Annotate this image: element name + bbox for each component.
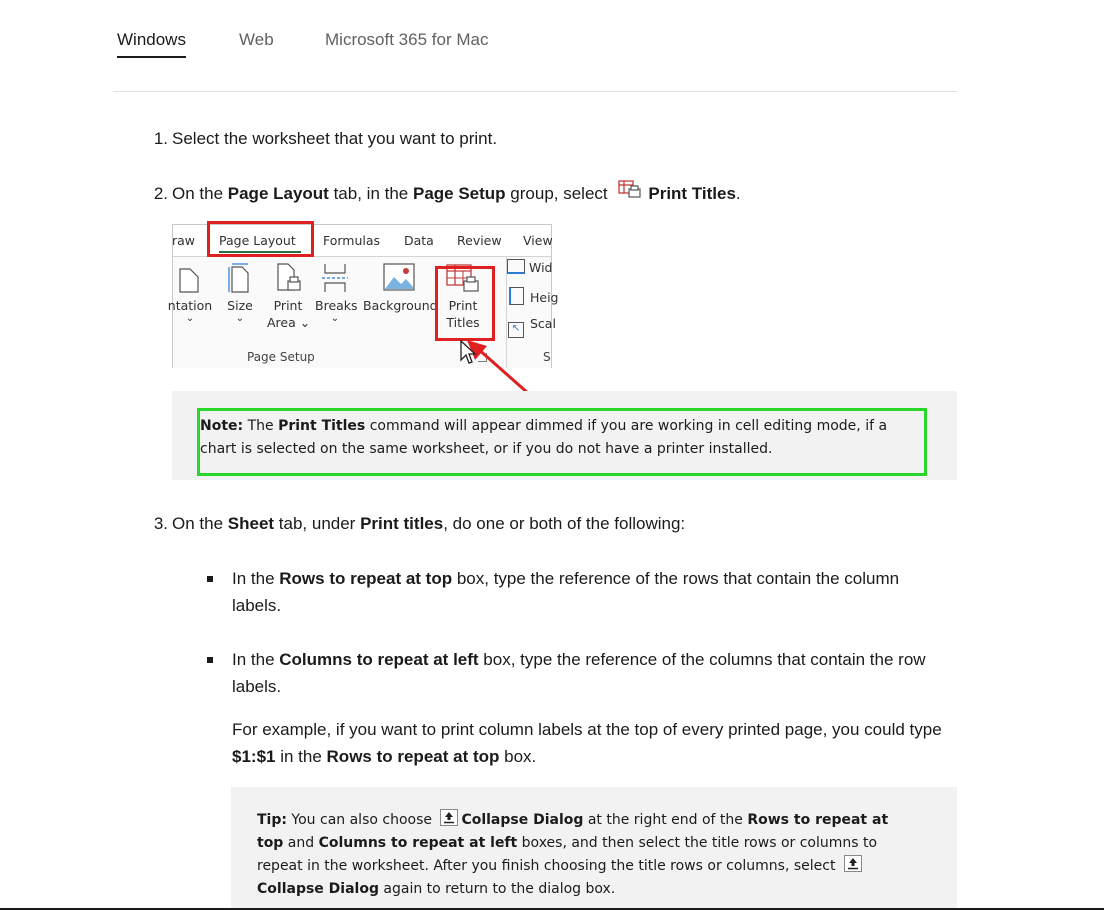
size-icon bbox=[226, 263, 254, 293]
breaks-button: Breaks ⌄ bbox=[315, 263, 355, 324]
breaks-icon bbox=[319, 263, 351, 293]
bullet-rows-to-repeat: In the Rows to repeat at top box, type the reference of the rows that contain the column labels. bbox=[232, 565, 947, 619]
scale-icon: ↖ bbox=[508, 322, 524, 338]
bullet-marker bbox=[207, 576, 213, 582]
tab-web[interactable]: Web bbox=[239, 30, 274, 49]
height-icon bbox=[509, 287, 524, 305]
ribbon-tab-page-layout: Page Layout bbox=[219, 233, 296, 248]
example-paragraph: For example, if you want to print column labels at the top of every printed page, you could type $1:$1 in the Rows to repeat at top box. bbox=[232, 720, 942, 766]
ribbon-tab-view: View bbox=[523, 233, 553, 248]
step-number: 1. bbox=[153, 129, 168, 148]
ribbon-tab-review: Review bbox=[457, 233, 502, 248]
ribbon-tab-data: Data bbox=[404, 233, 434, 248]
step-text: On the Page Layout tab, in the Page Setup group, select Print Titles. bbox=[172, 180, 741, 207]
print-titles-button: Print Titles bbox=[439, 263, 487, 331]
background-button: Background bbox=[363, 263, 435, 314]
step-text: Select the worksheet that you want to print. bbox=[172, 129, 498, 148]
tab-divider bbox=[113, 91, 957, 92]
width-icon bbox=[507, 259, 525, 274]
width-control: Wid bbox=[507, 259, 552, 276]
step-number: 3. bbox=[153, 514, 168, 533]
note-text: Note: The Print Titles command will appear dimmed if you are working in cell editing mode, if a chart is selected on the same worksheet, or if you do not have a printer installed. bbox=[200, 418, 888, 457]
note-highlight bbox=[197, 408, 927, 476]
tab-windows[interactable]: Windows bbox=[117, 30, 186, 58]
mouse-cursor-icon bbox=[459, 339, 477, 365]
bullet-marker bbox=[207, 657, 213, 663]
print-titles-highlight bbox=[435, 266, 495, 341]
ribbon-tab-draw: raw bbox=[172, 233, 196, 248]
page-setup-group-label: Page Setup bbox=[247, 350, 315, 364]
tip-text: Tip: You can also choose Collapse Dialog at the right end of the Rows to repeat at top and Columns to repeat at left boxes, and then select the title rows or columns to repeat in the worksheet. After you finish choosing the title rows or columns, select Collapse Dialog again to return to the dialog box. bbox=[257, 809, 917, 901]
step-number: 2. bbox=[153, 184, 168, 203]
tab-microsoft-365-for-mac[interactable]: Microsoft 365 for Mac bbox=[325, 30, 489, 49]
collapse-dialog-icon bbox=[440, 809, 458, 826]
print-area-button: Print Area ⌄ bbox=[267, 263, 309, 331]
print-area-icon bbox=[273, 263, 303, 293]
height-control: Heig bbox=[507, 287, 558, 306]
collapse-dialog-icon bbox=[844, 855, 862, 872]
scale-control: ↖ Scal bbox=[507, 315, 556, 338]
page-layout-highlight bbox=[207, 221, 314, 257]
orientation-icon bbox=[176, 263, 204, 293]
ribbon-tab-formulas: Formulas bbox=[323, 233, 381, 248]
scale-group-label: S bbox=[543, 350, 551, 364]
bullet-columns-to-repeat: In the Columns to repeat at left box, type the reference of the columns that contain the row labels. bbox=[232, 646, 954, 700]
background-icon bbox=[383, 263, 415, 293]
size-button: Size ⌄ bbox=[223, 263, 257, 324]
orientation-button: ntation ⌄ bbox=[167, 263, 213, 324]
print-titles-icon bbox=[618, 180, 642, 200]
tip-box bbox=[231, 787, 957, 910]
step-text: On the Sheet tab, under Print titles, do one or both of the following: bbox=[172, 514, 686, 533]
